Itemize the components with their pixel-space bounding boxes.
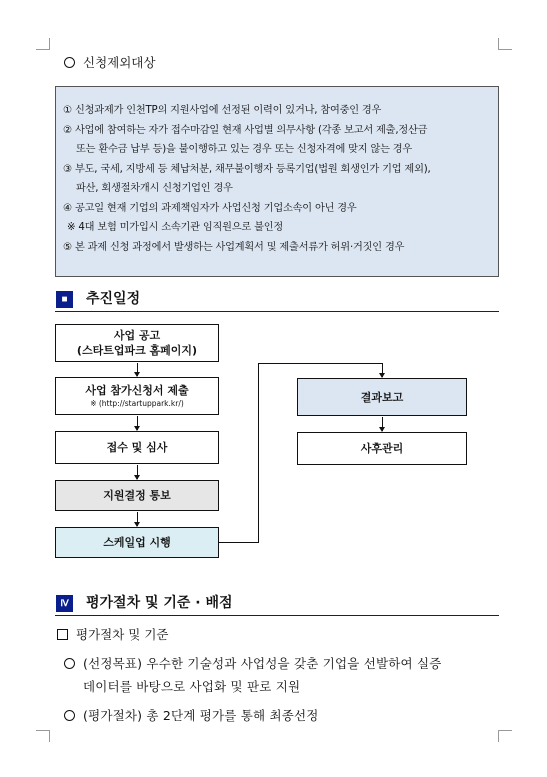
exclusion-note: ※ 4대 보험 미가입시 소속기관 임직원으로 불인정 — [67, 222, 284, 233]
flow-step-sublabel: (스타트업파크 홈페이지) — [76, 344, 198, 357]
evaluation-item-goal — [64, 654, 442, 672]
evaluation-item-procedure — [64, 706, 319, 724]
circle-bullet-icon — [64, 710, 75, 721]
flow-connector — [258, 363, 259, 543]
exclusion-item: ③ 부도, 국세, 지방세 등 체납처분, 채무불이행자 등록기업(법원 회생인가 기업 제외), — [63, 163, 431, 175]
evaluation-sub-heading — [57, 625, 168, 643]
crop-mark-bottom-right — [498, 730, 512, 742]
flow-step-label: 접수 및 심사 — [106, 441, 168, 454]
evaluation-item-text: (평가절차) 총 2단계 평가를 통해 최종선정 — [83, 708, 319, 723]
flow-step-application — [55, 377, 219, 415]
exclusion-item: ⑤ 본 과제 신청 과정에서 발생하는 사업계획서 및 제출서류가 허위·거짓인 경우 — [63, 241, 405, 253]
down-arrow-icon — [137, 416, 138, 430]
exclusion-box — [55, 86, 499, 277]
exclusion-heading — [64, 53, 155, 71]
flow-step-notification — [55, 480, 219, 511]
schedule-section-header — [55, 290, 499, 312]
down-arrow-icon — [382, 363, 383, 377]
crop-mark-top-right — [498, 38, 512, 50]
down-arrow-icon — [137, 512, 138, 526]
exclusion-item: 또는 환수금 납부 등)을 불이행하고 있는 경우 또는 신청자격에 맞지 않는 경우 — [76, 144, 413, 155]
flow-connector — [258, 363, 382, 364]
flow-step-label: 사업 참가신청서 제출 — [85, 384, 189, 397]
exclusion-item: ④ 공고일 현재 기업의 과제책임자가 사업신청 기업소속이 아닌 경우 — [63, 202, 357, 214]
section-badge-icon: ■ — [56, 291, 73, 308]
flow-step-follow-up — [297, 432, 467, 465]
flow-step-label: 결과보고 — [360, 390, 404, 404]
circle-bullet-icon — [64, 57, 75, 68]
square-bullet-icon — [57, 629, 68, 640]
crop-mark-bottom-left — [36, 730, 50, 742]
crop-mark-top-left — [36, 38, 50, 50]
down-arrow-icon — [137, 363, 138, 376]
evaluation-section-header — [55, 594, 499, 616]
flow-step-label: 사업 공고 — [113, 329, 161, 342]
down-arrow-icon — [137, 465, 138, 479]
exclusion-heading-text: 신청제외대상 — [83, 55, 156, 70]
exclusion-item: 파산, 회생절차개시 신청기업인 경우 — [76, 183, 233, 194]
flow-step-label: 지원결정 통보 — [103, 489, 171, 502]
evaluation-sub-heading-text: 평가절차 및 기준 — [76, 627, 169, 642]
down-arrow-icon — [382, 417, 383, 431]
flow-step-announcement — [55, 324, 219, 362]
exclusion-item: ① 신청과제가 인천TP의 지원사업에 선정된 이력이 있거나, 참여중인 경우 — [63, 105, 382, 116]
flow-step-url: ※ (http://startuppark.kr/) — [90, 399, 184, 408]
exclusion-item: ② 사업에 참여하는 자가 접수마감일 현재 사업별 의무사항 (각종 보고서 제출,정산금 — [63, 124, 428, 136]
section-badge-icon: Ⅳ — [56, 595, 73, 612]
circle-bullet-icon — [64, 658, 75, 669]
flow-step-result-report — [297, 378, 467, 416]
flow-step-label: 사후관리 — [360, 442, 404, 455]
schedule-title: 추진일정 — [86, 291, 141, 307]
flow-connector — [219, 542, 258, 543]
evaluation-title: 평가절차 및 기준 · 배점 — [86, 595, 233, 611]
flow-step-review — [55, 431, 219, 464]
flow-step-label: 스케일업 시행 — [103, 536, 171, 549]
flow-step-scaleup — [55, 527, 219, 558]
evaluation-item-text: (선정목표) 우수한 기술성과 사업성을 갖춘 기업을 선발하여 실증 — [83, 656, 442, 671]
evaluation-item-goal-continued: 데이터를 바탕으로 사업화 및 판로 지원 — [83, 679, 301, 694]
